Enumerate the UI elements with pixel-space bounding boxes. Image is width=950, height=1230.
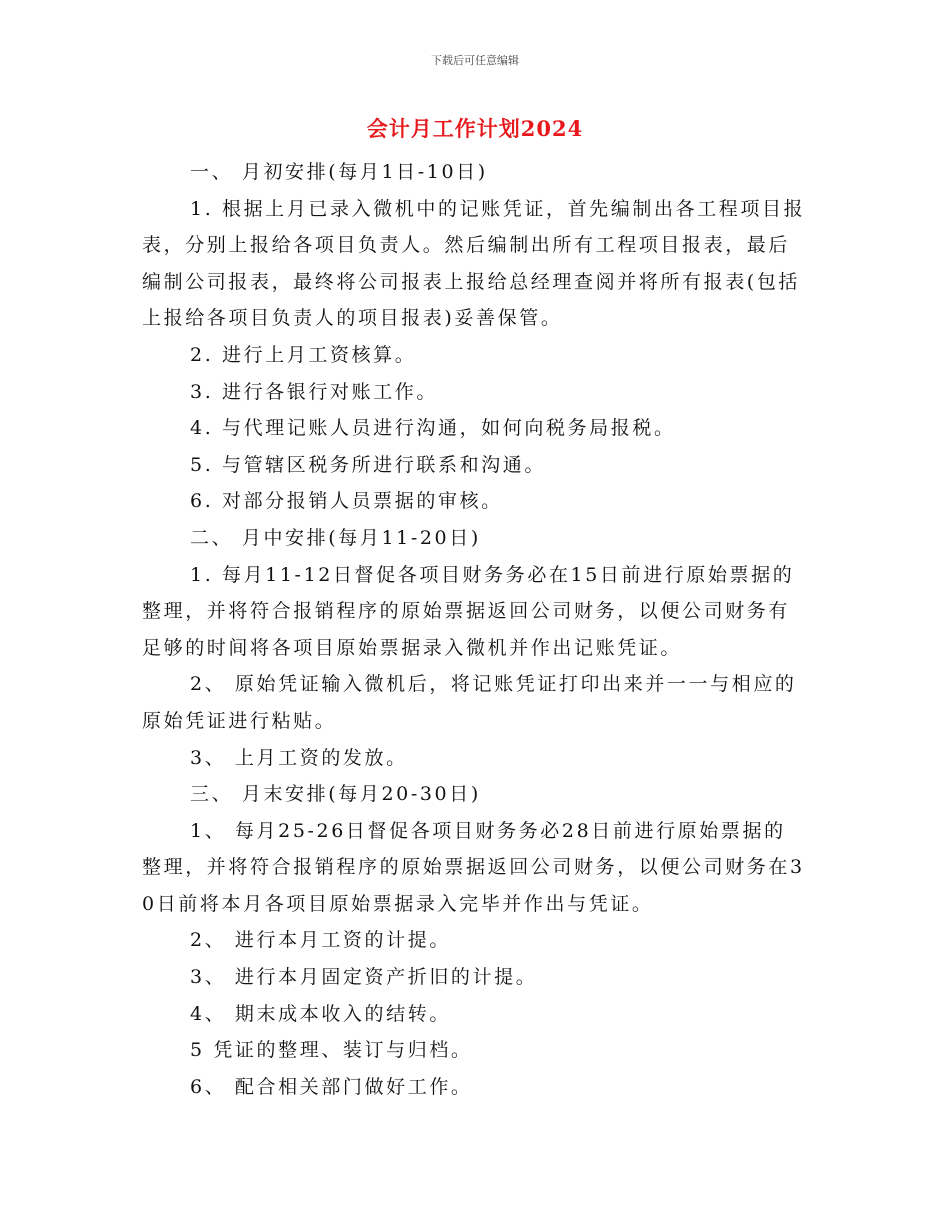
section-heading-3: 三、 月末安排(每月20-30日) <box>190 783 481 806</box>
paragraph: 5 凭证的整理、装订与归档。 <box>190 1039 473 1062</box>
paragraph: 5. 与管辖区税务所进行联系和沟通。 <box>190 453 546 476</box>
section-heading-2: 二、 月中安排(每月11-20日) <box>190 526 481 549</box>
paragraph: 2、 进行本月工资的计提。 <box>190 929 451 952</box>
paragraph: 1. 根据上月已录入微机中的记账凭证，首先编制出各工程项目报表，分别上报给各项目负责人。然后编制出所有工程项目报表，最后编制公司报表，最终将公司报表上报给总经理查阅并将所有报表(包括上报给各项目负责人的项目报表)妥善保管。 <box>142 197 806 330</box>
section-heading-1: 一、 月初安排(每月1日-10日) <box>190 161 488 183</box>
paragraph: 3. 进行各银行对账工作。 <box>190 380 438 403</box>
paragraph: 2. 进行上月工资核算。 <box>190 343 417 366</box>
paragraph: 2、 原始凭证输入微机后，将记账凭证打印出来并一一与相应的原始凭证进行粘贴。 <box>142 673 797 732</box>
paragraph: 4、 期末成本收入的结转。 <box>190 1002 451 1025</box>
paragraph: 3、 上月工资的发放。 <box>190 746 408 769</box>
document-body <box>142 154 807 1105</box>
paragraph: 4. 与代理记账人员进行沟通，如何向税务局报税。 <box>190 417 676 440</box>
paragraph: 6、 配合相关部门做好工作。 <box>190 1075 473 1098</box>
document-title: 会计月工作计划2024 <box>366 116 584 141</box>
paragraph: 3、 进行本月固定资产折旧的计提。 <box>190 966 538 989</box>
paragraph: 1. 每月11-12日督促各项目财务务必在15日前进行原始票据的整理，并将符合报销程序的原始票据返回公司财务，以便公司财务有足够的时间将各项目原始票据录入微机并作出记账凭证。 <box>142 563 795 659</box>
header-note: 下载后可任意编辑 <box>431 54 519 67</box>
paragraph: 6. 对部分报销人员票据的审核。 <box>190 490 503 513</box>
paragraph: 1、 每月25-26日督促各项目财务务必28日前进行原始票据的整理，并将符合报销程序的原始票据返回公司财务，以便公司财务在30日前将本月各项目原始票据录入完毕并作出与凭证。 <box>142 819 805 915</box>
